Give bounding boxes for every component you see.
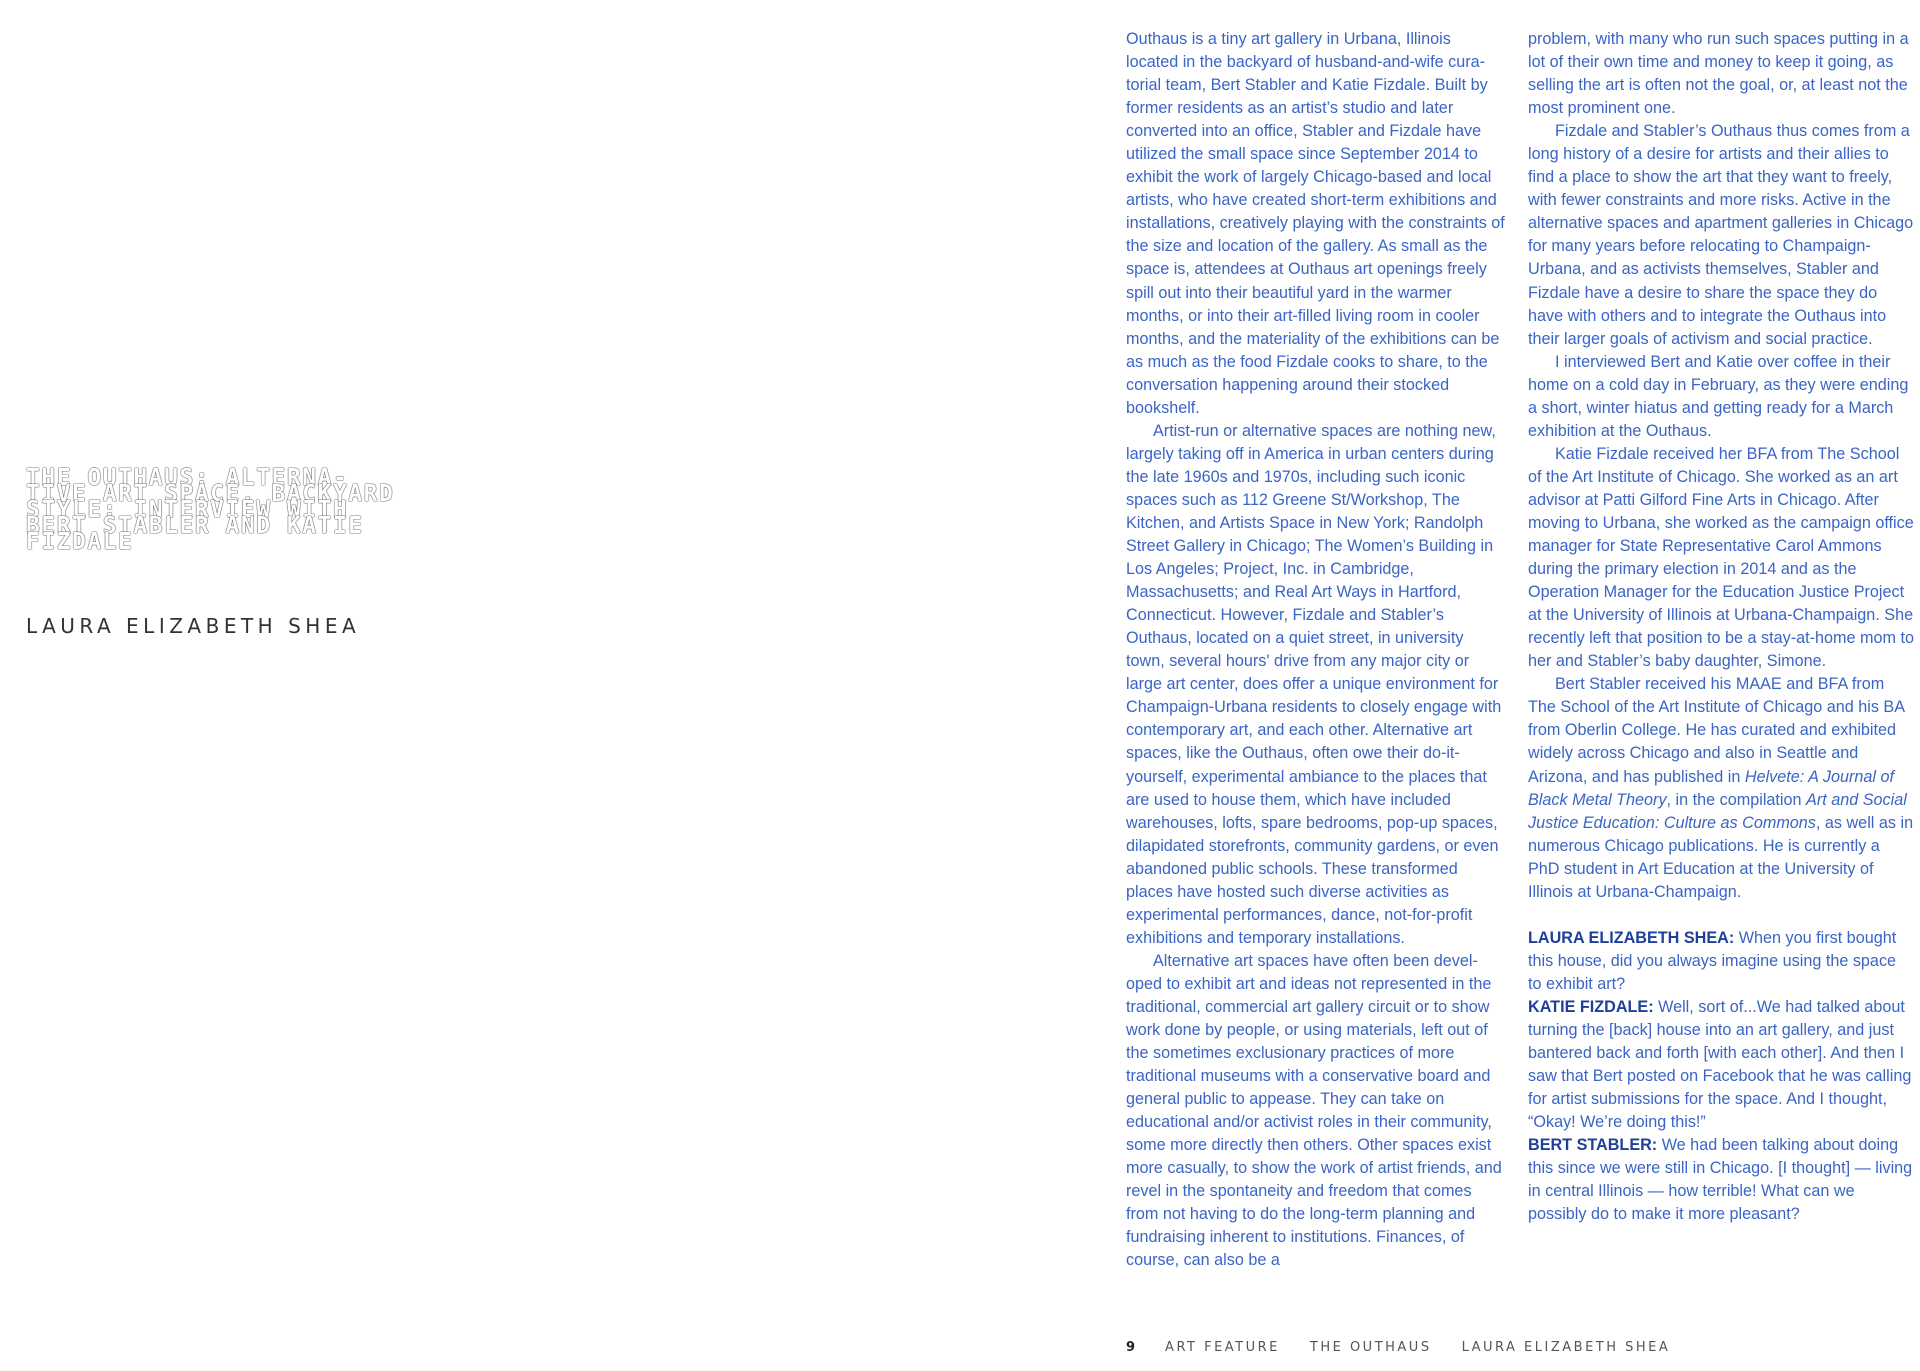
speaker-label: LAURA ELIZABETH SHEA:	[1528, 928, 1735, 947]
paragraph	[1528, 673, 1914, 903]
publication-title: Helvete: A Journal of Black Metal Theory	[1528, 767, 1894, 809]
page-footer	[1126, 1340, 1670, 1355]
footer-author: LAURA ELIZABETH SHEA	[1461, 1340, 1671, 1355]
body-column-1	[1126, 28, 1506, 1273]
interview-answer	[1528, 1134, 1914, 1226]
paragraph: problem, with many who run such spaces putting in a lot of their own time and money to keep it going, as selling the art is often not the goal, or, at least not the most prominent one.	[1528, 30, 1909, 118]
text-run: , in the compilation	[1666, 790, 1807, 809]
paragraph: Outhaus is a tiny art gallery in Urbana, Illinois located in the backyard of husband-and-wife curatorial team, Bert Stabler and Katie Fizdale. Built by former residents as an artist’s studio and later converted into an office, Stabler and Fizdale have utilized the small space since September 2014 to exhibit the work of largely Chicago-based and local artists, who have created short-term exhibitions and installations, creatively playing with the constraints of the size and location of the gallery. As small as the space is, attendees at Outhaus art openings freely spill out into their beautiful yard in the warmer months, or into their art-filled living room in cooler months, and the materiality of the exhibitions can be as much as the food Fizdale cooks to share, to the conversation happening around their stocked bookshelf.	[1126, 30, 1505, 417]
article-title: THE OUTHAUS: ALTERNA- TIVE ART SPACE, BACKYARD STYLE: INTERVIEW WITH BERT STABLER AND KATIE FIZDALE	[26, 465, 395, 555]
speech-text: We had been talking about doing this since we were still in Chicago. [I thought] — living in central Illinois — how terrible! What can we possibly do to make it more pleasant?	[1528, 1136, 1913, 1224]
paragraph: I interviewed Bert and Katie over coffee in their home on a cold day in February, as they were ending a short, winter hiatus and getting ready for a March exhibition at the Outhaus.	[1528, 352, 1909, 440]
article-author: LAURA ELIZABETH SHEA	[26, 614, 361, 638]
text-run: , as well as in numerous Chicago publications. He is currently a PhD student in Art Education at the University of Illinois at Urbana-Champaign.	[1528, 813, 1914, 901]
text-run: Bert Stabler received his MAAE and BFA from The School of the Art Institute of Chicago and his BA from Oberlin College. He has curated and exhibited widely across Chicago and also in Seattle and Arizona, and has published in	[1528, 675, 1905, 786]
speaker-label: KATIE FIZDALE:	[1528, 997, 1654, 1016]
speaker-label: BERT STABLER:	[1528, 1136, 1658, 1155]
body-column-2	[1528, 28, 1914, 1226]
paragraph: Alternative art spaces have often been developed to exhibit art and ideas not represented in the traditional, commercial art gallery circuit or to show work done by people, or using materials, left out of the sometimes exclusionary practices of more traditional museums with a conservative board and general public to appease. They can take on educational and/or activist roles in their community, some more directly then others. Other spaces exist more casually, to show the work of artist friends, and revel in the spontaneity and freedom that comes from not having to do the long-term planning and fundraising inherent to institutions. Finances, of course, can also be a	[1126, 951, 1502, 1270]
paragraph: Katie Fizdale received her BFA from The School of the Art Institute of Chicago. She worked as an art advisor at Patti Gilford Fine Arts in Chicago. After moving to Urbana, she worked as the campaign office manager for State Representative Carol Ammons during the primary election in 2014 and as the Operation Manager for the Education Justice Project at the University of Illinois at Urbana-Champaign. She recently left that position to be a stay-at-home mom to her and Stabler’s baby daughter, Simone.	[1528, 444, 1914, 671]
footer-article: THE OUTHAUS	[1309, 1340, 1432, 1355]
speech-text: When you first bought this house, did you always imagine using the space to exhibit art?	[1528, 928, 1897, 993]
speech-text: Well, sort of...We had talked about turning the [back] house into an art gallery, and just bantered back and forth [with each other]. And then I saw that Bert posted on Facebook that he was calling for artist submissions for the space. And I thought, “Okay! We’re doing this!”	[1528, 997, 1912, 1132]
interview-answer	[1528, 996, 1914, 1134]
publication-title: Art and Social Justice Education: Culture as Commons	[1528, 790, 1907, 832]
interview-question	[1528, 927, 1914, 996]
paragraph: Artist-run or alternative spaces are nothing new, largely taking off in America in urban centers during the late 1960s and 1970s, including such iconic spaces such as 112 Greene St/Workshop, The Kitchen, and Artists Space in New York; Randolph Street Gallery in Chicago; The Women’s Building in Los Angeles; Project, Inc. in Cambridge, Massachusetts; and Real Art Ways in Hartford, Connecticut. However, Fizdale and Stabler’s Outhaus, located on a quiet street, in university town, several hours' drive from any major city or large art center, does offer a unique environment for Champaign-Urbana residents to closely engage with contemporary art, and each other. Alternative art spaces, like the Outhaus, often owe their do-it-yourself, experimental ambiance to the places that are used to house them, which have included warehouses, lofts, spare bedrooms, pop-up spaces, dilapidated storefronts, community gardens, or even abandoned public schools. These transformed places have hosted such diverse activities as experimental performances, dance, not-for-profit exhibitions and temporary installations.	[1126, 421, 1502, 947]
footer-section: ART FEATURE	[1165, 1340, 1280, 1355]
page-number: 9	[1126, 1340, 1136, 1355]
paragraph: Fizdale and Stabler’s Outhaus thus comes from a long history of a desire for artists and their allies to find a place to show the art that they want to freely, with fewer constraints and more risks. Active in the alternative spaces and apartment galleries in Chicago for many years before relocating to Champaign-Urbana, and as activists themselves, Stabler and Fizdale have a desire to share the space they do have with others and to integrate the Outhaus into their larger goals of activism and social practice.	[1528, 122, 1914, 348]
